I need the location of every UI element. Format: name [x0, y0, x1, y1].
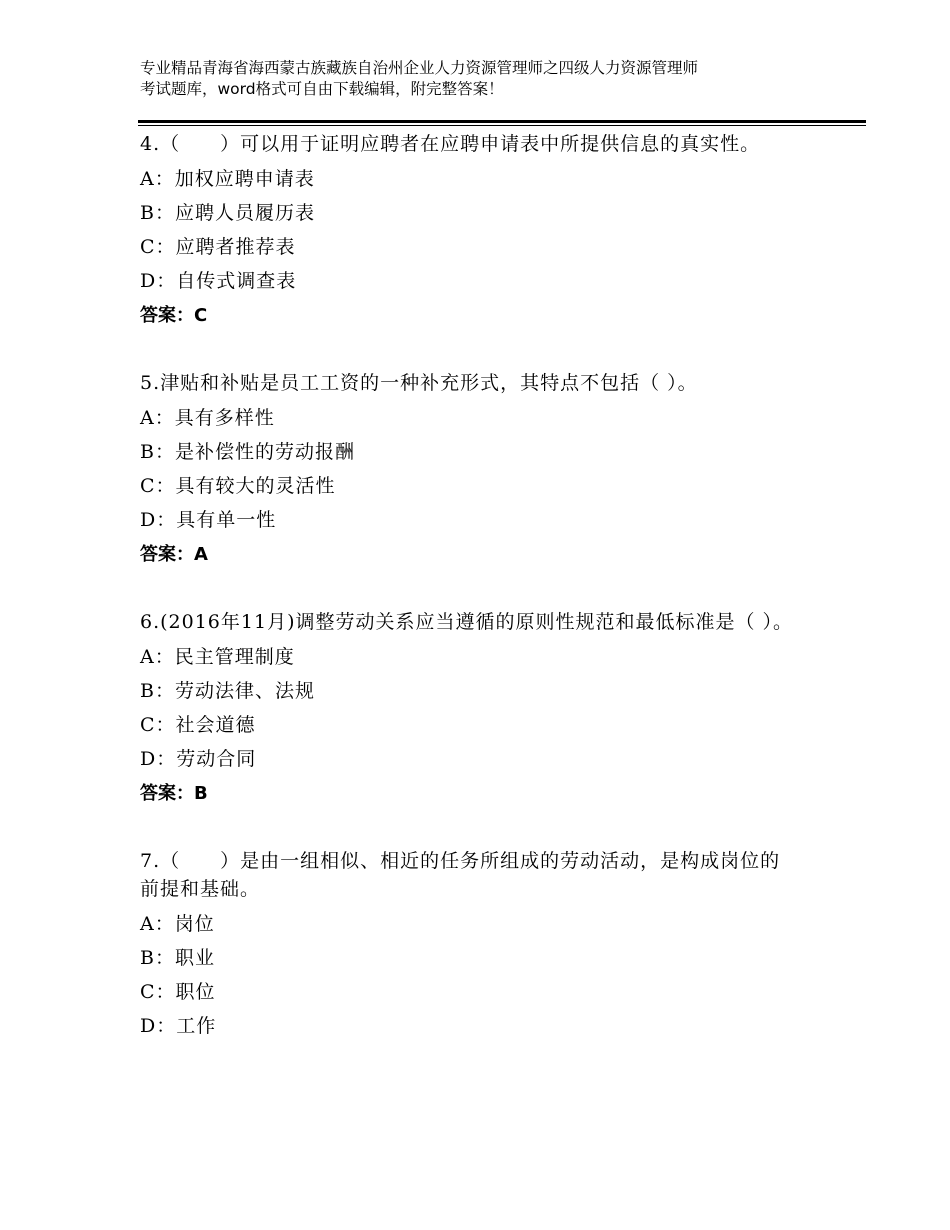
option-d: D：工作 [140, 1015, 217, 1037]
header-rule-thick [138, 120, 866, 123]
option-b: B：劳动法律、法规 [140, 680, 315, 702]
option-a: A：岗位 [140, 913, 215, 935]
header-line-1: 专业精品青海省海西蒙古族藏族自治州企业人力资源管理师之四级人力资源管理师 [140, 59, 699, 77]
question-text: 7.（ ）是由一组相似、相近的任务所组成的劳动活动，是构成岗位的前提和基础。 [140, 850, 781, 900]
option-b: B：应聘人员履历表 [140, 202, 315, 224]
option-a: A：具有多样性 [140, 407, 275, 429]
header-line-2: 考试题库，word格式可自由下载编辑，附完整答案！ [140, 80, 504, 98]
question-spacer [140, 572, 800, 606]
option-a: A：加权应聘申请表 [140, 168, 315, 190]
option-a: A：民主管理制度 [140, 646, 295, 668]
document-header [140, 58, 830, 100]
answer: 答案：C [140, 305, 208, 326]
answer: 答案：B [140, 783, 208, 804]
question-7 [140, 845, 800, 1044]
question-spacer [140, 333, 800, 367]
question-spacer [140, 811, 800, 845]
option-c: C：具有较大的灵活性 [140, 475, 336, 497]
question-text: 5.津贴和补贴是员工工资的一种补充形式，其特点不包括（ ）。 [140, 372, 698, 394]
option-c: C：社会道德 [140, 714, 256, 736]
question-6 [140, 606, 800, 811]
question-text: 4.（ ）可以用于证明应聘者在应聘申请表中所提供信息的真实性。 [140, 133, 761, 155]
option-b: B：职业 [140, 947, 215, 969]
option-d: D：劳动合同 [140, 748, 257, 770]
question-text: 6.(2016年11月)调整劳动关系应当遵循的原则性规范和最低标准是（ ）。 [140, 611, 794, 633]
answer: 答案：A [140, 544, 208, 565]
question-list [140, 128, 800, 1044]
header-rule-thin [138, 125, 866, 126]
option-c: C：应聘者推荐表 [140, 236, 296, 258]
option-c: C：职位 [140, 981, 216, 1003]
question-5 [140, 367, 800, 572]
option-d: D：具有单一性 [140, 509, 277, 531]
option-d: D：自传式调查表 [140, 270, 297, 292]
question-4 [140, 128, 800, 333]
option-b: B：是补偿性的劳动报酬 [140, 441, 355, 463]
